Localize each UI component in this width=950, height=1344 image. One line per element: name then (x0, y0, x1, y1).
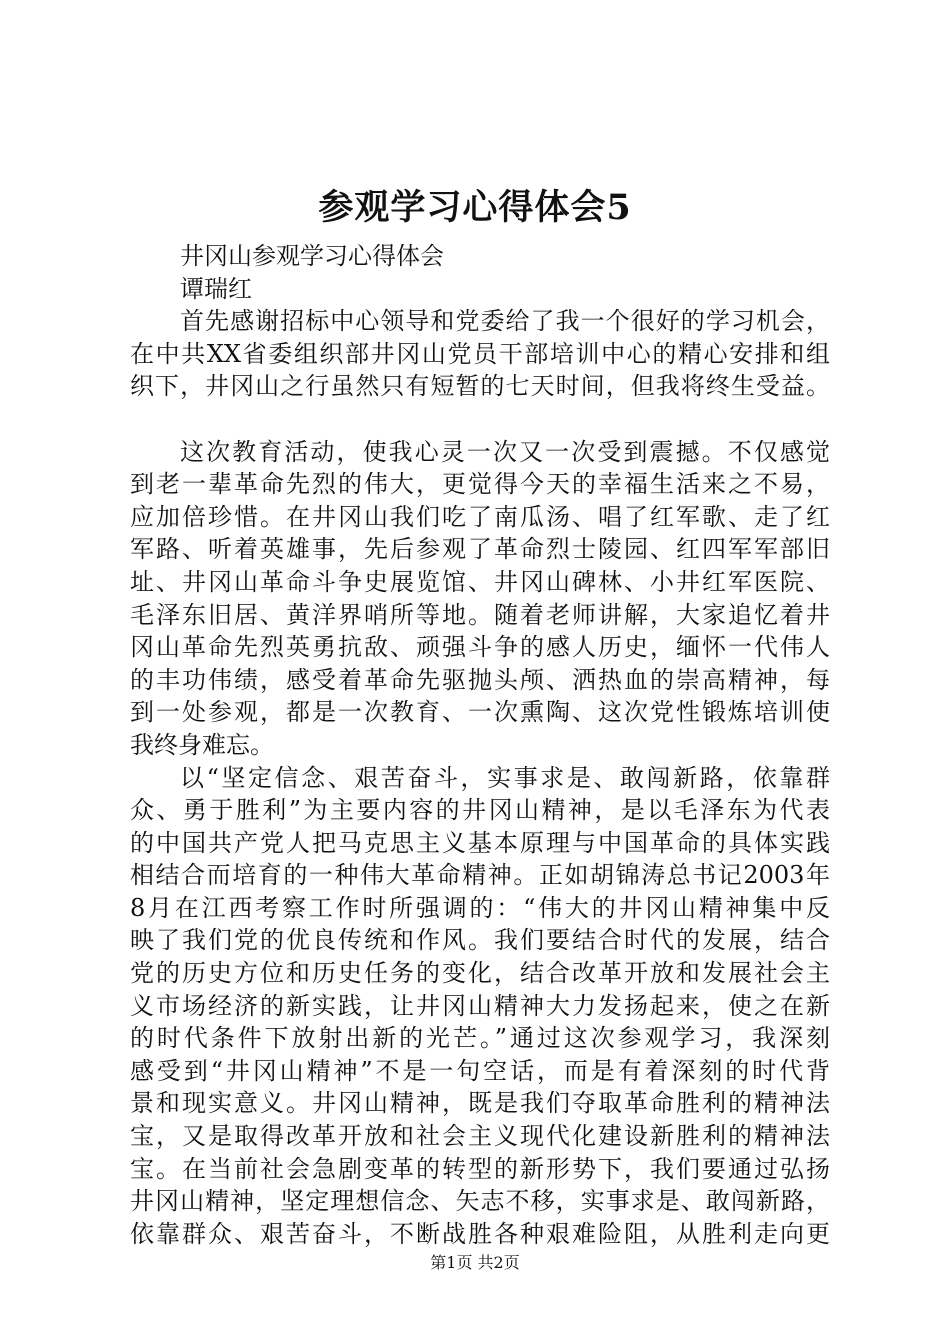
paragraph-line: 址、井冈山革命斗争史展览馆、井冈山碑林、小井红军医院、 (130, 567, 830, 596)
paragraph-line: 织下，井冈山之行虽然只有短暂的七天时间，但我将终生受益。 (130, 372, 830, 401)
paragraph-line: 首先感谢招标中心领导和党委给了我一个很好的学习机会， (180, 307, 830, 336)
paragraph-1 (130, 305, 830, 403)
paragraph-line: 这次教育活动，使我心灵一次又一次受到震撼。不仅感觉 (180, 437, 830, 466)
paragraph-line: 的丰功伟绩，感受着革命先驱抛头颅、洒热血的崇高精神，每 (130, 665, 830, 694)
paragraph-3 (130, 762, 830, 1251)
document-author: 谭瑞红 (180, 274, 252, 303)
document-subtitle: 井冈山参观学习心得体会 (180, 242, 444, 270)
paragraph-line: 冈山革命先烈英勇抗敌、顽强斗争的感人历史，缅怀一代伟人 (130, 633, 830, 662)
paragraph-line: 党的历史方位和历史任务的变化，结合改革开放和发展社会主 (130, 959, 830, 988)
paragraph-line: 景和现实意义。井冈山精神，既是我们夺取革命胜利的精神法 (130, 1089, 830, 1118)
paragraph-spacer (130, 403, 830, 436)
paragraph-2 (130, 436, 830, 762)
paragraph-line: 宝。在当前社会急剧变革的转型的新形势下，我们要通过弘扬 (130, 1154, 830, 1183)
page-footer: 第1页 共2页 (430, 1253, 520, 1272)
paragraph-line: 众、勇于胜利”为主要内容的井冈山精神，是以毛泽东为代表 (130, 796, 830, 825)
paragraph-line: 8月在江西考察工作时所强调的：“伟大的井冈山精神集中反 (130, 893, 830, 922)
paragraph-line: 宝，又是取得改革开放和社会主义现代化建设新胜利的精神法 (130, 1122, 830, 1151)
paragraph-line: 感受到“井冈山精神”不是一句空话，而是有着深刻的时代背 (130, 1056, 830, 1085)
paragraph-line: 在中共XX省委组织部井冈山党员干部培训中心的精心安排和组 (130, 339, 830, 368)
paragraph-line: 我终身难忘。 (130, 730, 274, 759)
document-title: 参观学习心得体会5 (318, 187, 632, 228)
document-body (130, 240, 830, 1250)
paragraph-line: 依靠群众、艰苦奋斗，不断战胜各种艰难险阻，从胜利走向更 (130, 1219, 830, 1248)
paragraph-line: 毛泽东旧居、黄洋界哨所等地。随着老师讲解，大家追忆着井 (130, 600, 830, 629)
paragraph-line: 到一处参观，都是一次教育、一次熏陶、这次党性锻炼培训使 (130, 698, 830, 727)
paragraph-line: 义市场经济的新实践，让井冈山精神大力发扬起来，使之在新 (130, 991, 830, 1020)
paragraph-line: 的中国共产党人把马克思主义基本原理与中国革命的具体实践 (130, 828, 830, 857)
paragraph-line: 映了我们党的优良传统和作风。我们要结合时代的发展，结合 (130, 926, 830, 955)
paragraph-line: 以“坚定信念、艰苦奋斗，实事求是、敢闯新路，依靠群 (180, 763, 830, 792)
paragraph-line: 相结合而培育的一种伟大革命精神。正如胡锦涛总书记2003年 (130, 861, 830, 890)
paragraph-line: 到老一辈革命先烈的伟大，更觉得今天的幸福生活来之不易， (130, 470, 830, 499)
paragraph-line: 军路、听着英雄事，先后参观了革命烈士陵园、红四军军部旧 (130, 535, 830, 564)
paragraph-line: 的时代条件下放射出新的光芒。”通过这次参观学习，我深刻 (130, 1024, 830, 1053)
paragraph-line: 井冈山精神，坚定理想信念、矢志不移，实事求是、敢闯新路， (130, 1187, 830, 1216)
paragraph-line: 应加倍珍惜。在井冈山我们吃了南瓜汤、唱了红军歌、走了红 (130, 502, 830, 531)
